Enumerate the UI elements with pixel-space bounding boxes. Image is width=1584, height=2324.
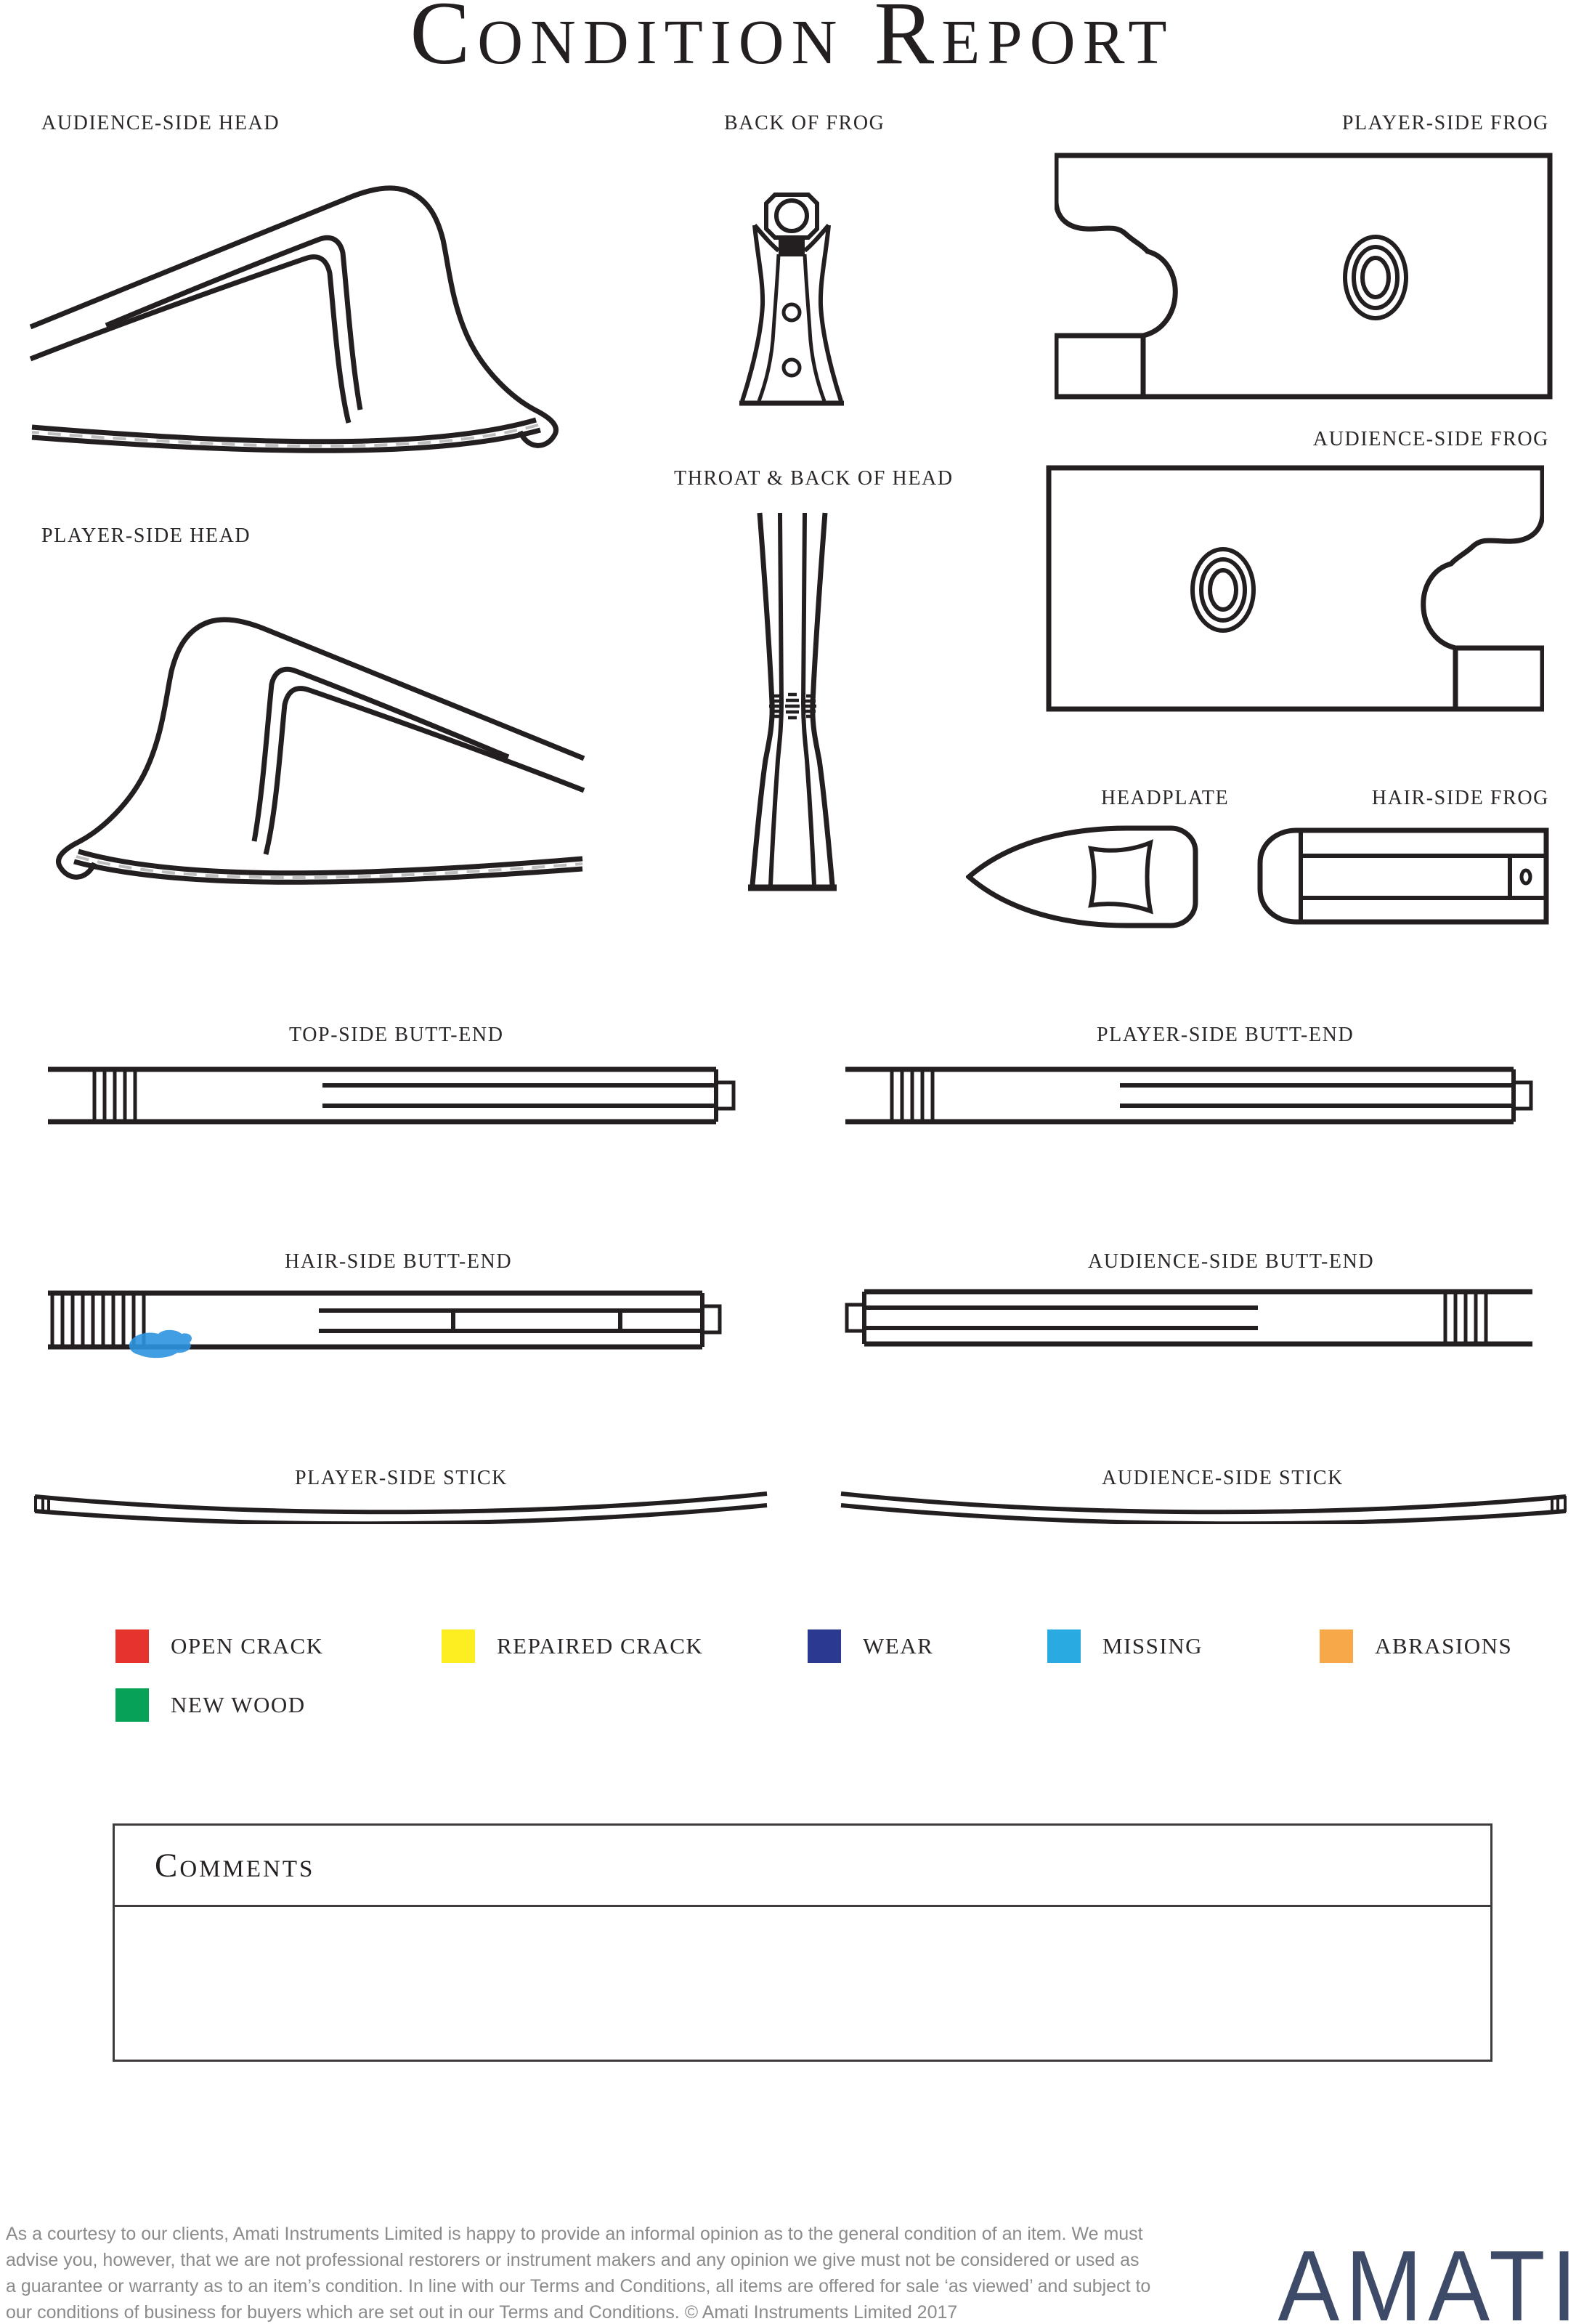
head-outline bbox=[31, 188, 556, 446]
label-back-of-frog: BACK OF FROG bbox=[724, 112, 885, 134]
label-hair-side-frog: HAIR-SIDE FROG bbox=[1371, 787, 1549, 809]
label-audience-side-frog: AUDIENCE-SIDE FROG bbox=[1312, 428, 1549, 450]
adjuster-button-eye bbox=[776, 201, 807, 231]
missing-mark bbox=[129, 1330, 192, 1358]
label-player-side-head: PLAYER-SIDE HEAD bbox=[41, 525, 251, 547]
legend-item-abrasions bbox=[1320, 1629, 1512, 1663]
headplate-inlay bbox=[1091, 843, 1150, 911]
head-ridge-upper bbox=[254, 669, 508, 841]
hair-side-frog-drawing bbox=[1254, 827, 1551, 926]
winding-hatch bbox=[52, 1293, 144, 1347]
missing-swatch bbox=[1047, 1629, 1081, 1663]
legend-item-open-crack bbox=[115, 1629, 324, 1663]
head-ridge-upper bbox=[106, 238, 360, 410]
player-side-frog-drawing bbox=[1055, 148, 1554, 402]
frog-eye-inner bbox=[1210, 570, 1236, 610]
adjuster-button bbox=[1514, 1082, 1531, 1109]
audience-side-head-drawing bbox=[29, 144, 577, 459]
open-crack-label: OPEN CRACK bbox=[171, 1633, 324, 1659]
hair-side-butt-end-drawing bbox=[46, 1286, 726, 1367]
new-wood-label: NEW WOOD bbox=[171, 1692, 306, 1717]
back-of-frog-drawing bbox=[737, 189, 846, 407]
label-player-side-stick: PLAYER-SIDE STICK bbox=[295, 1467, 508, 1489]
disclaimer-line-1: As a courtesy to our clients, Amati Instruments Limited is happy to provide an informal opinion as to the general condition of an item. We must bbox=[6, 2224, 1143, 2244]
label-audience-side-butt-end: AUDIENCE-SIDE BUTT-END bbox=[1088, 1250, 1375, 1273]
pin-lower bbox=[784, 360, 800, 376]
top-side-butt-end-drawing bbox=[46, 1064, 736, 1127]
legend-item-missing bbox=[1047, 1629, 1203, 1663]
hair-frog-outline bbox=[1260, 830, 1546, 922]
legend-item-wear bbox=[808, 1629, 933, 1663]
open-crack-swatch bbox=[115, 1629, 149, 1663]
head-outline bbox=[58, 620, 584, 878]
head-ridge-lower bbox=[31, 257, 349, 423]
button-collar bbox=[779, 238, 805, 256]
disclaimer-text bbox=[6, 2221, 1197, 2324]
abrasions-swatch bbox=[1320, 1629, 1353, 1663]
adjuster-button bbox=[702, 1306, 720, 1332]
adjuster-button bbox=[847, 1305, 864, 1331]
label-headplate: HEADPLATE bbox=[1101, 787, 1230, 809]
wear-swatch bbox=[808, 1629, 841, 1663]
label-audience-side-stick: AUDIENCE-SIDE STICK bbox=[1102, 1467, 1344, 1489]
hair-line-top bbox=[78, 851, 582, 873]
repaired-crack-swatch bbox=[442, 1629, 475, 1663]
hair-line-top bbox=[32, 420, 536, 442]
adjuster-button bbox=[716, 1082, 734, 1109]
label-audience-side-head: AUDIENCE-SIDE HEAD bbox=[41, 112, 280, 134]
comments-box bbox=[113, 1823, 1492, 2062]
frog-eye-inner bbox=[1362, 258, 1389, 297]
comments-title: Comments bbox=[155, 1846, 315, 1884]
comments-input[interactable] bbox=[115, 1907, 1490, 2062]
new-wood-swatch bbox=[115, 1688, 149, 1722]
headplate-outline bbox=[969, 828, 1195, 926]
repaired-crack-label: REPAIRED CRACK bbox=[497, 1633, 704, 1659]
label-player-side-frog: PLAYER-SIDE FROG bbox=[1341, 112, 1549, 134]
label-throat-back-of-head: THROAT & BACK OF HEAD bbox=[674, 467, 954, 490]
disclaimer-line-3: a guarantee or warranty as to an item’s condition. In line with our Terms and Conditions, all items are offered for sale ‘as viewed’ and subject to bbox=[6, 2276, 1151, 2296]
frog-side-right bbox=[821, 225, 841, 401]
label-player-side-butt-end: PLAYER-SIDE BUTT-END bbox=[1097, 1024, 1354, 1046]
throat-back-of-head-drawing bbox=[738, 510, 847, 902]
abrasions-label: ABRASIONS bbox=[1375, 1633, 1513, 1659]
audience-side-stick-drawing bbox=[837, 1488, 1572, 1524]
throat-outer-left bbox=[752, 513, 772, 885]
winding-hatch bbox=[94, 1069, 135, 1122]
winding-hatch bbox=[892, 1069, 933, 1122]
head-ridge-lower bbox=[266, 689, 584, 854]
wear-label: WEAR bbox=[863, 1633, 934, 1659]
audience-side-butt-end-drawing bbox=[844, 1286, 1534, 1350]
amati-logo: AMATI bbox=[1278, 2230, 1583, 2324]
missing-label: MISSING bbox=[1102, 1633, 1203, 1659]
stick-bottom-line bbox=[35, 1505, 767, 1523]
legend-item-new-wood bbox=[115, 1688, 306, 1722]
stick-top-line bbox=[35, 1494, 767, 1512]
comments-header bbox=[115, 1826, 1490, 1907]
player-side-head-drawing bbox=[37, 575, 585, 891]
hair-frog-pin bbox=[1522, 870, 1530, 883]
audience-side-frog-drawing bbox=[1044, 461, 1544, 715]
throat-outer-right bbox=[813, 513, 832, 885]
player-side-butt-end-drawing bbox=[844, 1064, 1534, 1127]
stick-bottom-line bbox=[841, 1505, 1566, 1523]
winding-hatch bbox=[1445, 1292, 1486, 1344]
stick-top-line bbox=[841, 1494, 1566, 1512]
label-hair-side-butt-end: HAIR-SIDE BUTT-END bbox=[285, 1250, 513, 1273]
legend-item-repaired-crack bbox=[442, 1629, 703, 1663]
pin-upper bbox=[784, 304, 800, 320]
frog-side-left bbox=[742, 225, 763, 401]
frog-outline bbox=[1049, 468, 1543, 709]
label-top-side-butt-end: TOP-SIDE BUTT-END bbox=[289, 1024, 504, 1046]
throat-hatch-marks bbox=[769, 695, 816, 718]
headplate-drawing bbox=[966, 819, 1206, 934]
disclaimer-line-2: advise you, however, that we are not professional restorers or instrument makers and any opinion we give must not be considered or used as bbox=[6, 2250, 1140, 2270]
player-side-stick-drawing bbox=[29, 1488, 771, 1524]
page-title: Condition Report bbox=[410, 0, 1174, 83]
disclaimer-line-4: our conditions of business for buyers which are set out in our Terms and Conditions. © Amati Instruments Limited 2017 bbox=[6, 2302, 958, 2323]
frog-outline bbox=[1056, 155, 1550, 397]
